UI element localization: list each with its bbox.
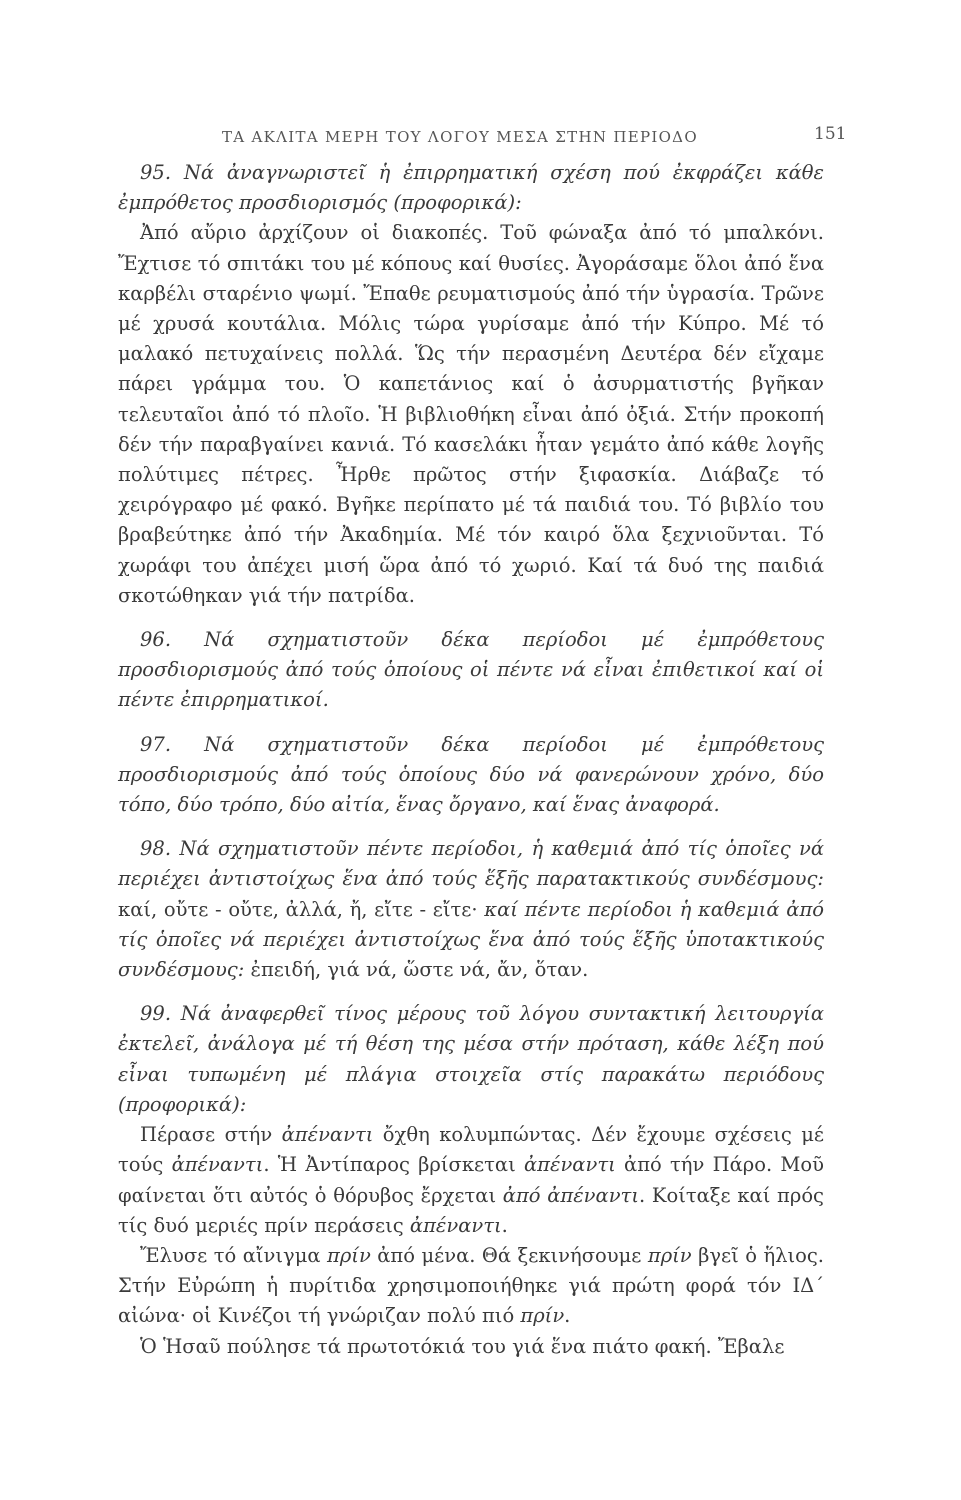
text-run: . [564,1304,571,1328]
italic-word: ἀπέναντι [171,1153,264,1177]
exercise-instruction-a: Νά σχηματιστοῦν πέντε περίοδοι, ἡ καθεμιά ἀπό τίς ὁποῖες νά περιέχει ἀντιστοίχως ἕνα ἀπό τούς ἕξῆς παρατακτικούς συνδέσμους: [118,837,825,891]
text-run: ὄχθη κολυμπώντας. Δέν ἔχουμε σχέσεις μέ τούς [118,1123,824,1177]
running-head: ΤΑ ΑΚΛΙΤΑ ΜΕΡΗ ΤΟΥ ΛΟΓΟΥ ΜΕΣΑ ΣΤΗΝ ΠΕΡΙΟΔΟ [222,128,698,146]
text-run: . Κοίταξε καί πρός τίς δυό μεριές πρίν περάσεις [118,1183,824,1237]
exercise-97 [118,730,824,821]
exercise-96-heading [118,625,824,716]
italic-word: πρίν [327,1243,371,1267]
italic-word: ἀπό ἀπέναντι [502,1183,639,1207]
exercise-number: 98. [140,837,172,861]
text-run: . Ἡ Ἀντίπαρος βρίσκεται [263,1153,524,1177]
italic-word: πρίν [647,1243,692,1267]
text-run: Πέρασε στήν [140,1123,282,1147]
exercise-instruction: Νά ἀναγνωριστεῖ ἡ ἐπιρρηματική σχέση πού ἐκφράζει κάθε ἐμπρόθετος προσδιορισμός (προφορικά): [118,161,824,215]
exercise-95 [118,158,824,611]
exercise-99-heading [118,999,824,1120]
exercise-97-heading [118,730,824,821]
exercise-number: 95. [140,161,172,184]
exercise-instruction: Νά σχηματιστοῦν δέκα περίοδοι μέ ἐμπρόθετους προσδιορισμούς ἀπό τούς ὁποίους οἱ πέντε νά εἶναι ἐπιθετικοί καί οἱ πέντε ἐπιρρηματικοί. [118,628,824,712]
exercise-instruction: Νά σχηματιστοῦν δέκα περίοδοι μέ ἐμπρόθετους προσδιορισμούς ἀπό τούς ὁποίους δύο νά φανερώνουν χρόνο, δύο τόπο, δύο τρόπο, δύο αἰτία, ἕνας ὄργανο, καί ἕνας ἀναφορά. [118,732,824,817]
page-number: 151 [814,124,847,144]
text-run: . [501,1213,508,1237]
italic-word: ἀπέναντι [524,1153,616,1177]
exercise-98-heading [118,834,824,985]
exercise-99-paragraph-2 [118,1241,824,1332]
exercise-99 [118,999,824,1361]
page-body [118,158,824,1362]
exercise-instruction: Νά ἀναφερθεῖ τίνος μέρους τοῦ λόγου συντακτική λειτουργία ἐκτελεῖ, ἀνάλογα μέ τή θέση της μέσα στήν πρόταση, κάθε λέξη πού εἶναι τυπωμένη μέ πλάγια στοιχεῖα στίς παρακάτω περιόδους (προφορικά): [118,1002,824,1116]
exercise-95-text: Ἀπό αὔριο ἀρχίζουν οἱ διακοπές. Τοῦ φώναξα ἀπό τό μπαλκόνι. Ἔχτισε τό σπιτάκι του μέ κόπους καί θυσίες. Ἀγοράσαμε ὅλοι ἀπό ἕνα καρβέλι σταρένιο ψωμί. Ἔπαθε ρευματισμούς ἀπό τήν ὑγρασία. Τρῶνε μέ χρυσά κουτάλια. Μόλις τώρα γυρίσαμε ἀπό τήν Κύπρο. Μέ τό μαλακό πετυχαίνεις πολλά. Ὥς τήν περασμένη Δευτέρα δέν εἴχαμε πάρει γράμμα του. Ὁ καπετάνιος καί ὁ ἀσυρματιστής βγῆκαν τελευταῖοι ἀπό τό πλοῖο. Ἡ βιβλιοθήκη εἶναι ἀπό ὀξιά. Στήν προκοπή δέν τήν παραβγαίνει κανιά. Τό κασελάκι ἦταν γεμάτο ἀπό κάθε λογῆς πολύτιμες πέτρες. Ἦρθε πρῶτος στήν ξιφασκία. Διάβαζε τό χειρόγραφο μέ φακό. Βγῆκε περίπατο μέ τά παιδιά του. Τό βιβλίο του βραβεύτηκε ἀπό τήν Ἀκαδημία. Μέ τόν καιρό ὅλα ξεχνιοῦνται. Τό χωράφι του ἀπέχει μισή ὥρα ἀπό τό χωριό. Καί τά δυό της παιδιά σκοτώθηκαν γιά τήν πατρίδα. [118,221,824,607]
exercise-number: 96. [140,628,172,652]
subordinating-conjunctions: ἐπειδή, γιά νά, ὥστε νά, ἄν, ὅταν. [250,958,589,982]
exercise-95-heading [118,158,824,218]
coordinating-conjunctions: καί, οὔτε - οὔτε, ἀλλά, ἤ, εἴτε - εἴτε· [118,897,478,921]
exercise-instruction-b: καί πέντε περίοδοι ἡ καθεμιά ἀπό τίς ὁποῖες νά περιέχει ἀντιστοίχως ἕνα ἀπό τούς ἕξῆς ὑποτακτικούς συνδέσμους: [118,897,824,982]
exercise-98 [118,834,824,985]
exercise-number: 97. [140,732,172,756]
text-run: ἀπό μένα. Θά ξεκινήσουμε [370,1243,648,1267]
text-run: βγεῖ ὁ ἥλιος. Στήν Εὐρώπη ἡ πυρίτιδα χρησιμοποιήθηκε γιά πρώτη φορά τόν ΙΔ΄ αἰώνα· οἱ Κινέζοι τή γνώριζαν πολύ πιό [118,1243,824,1328]
italic-word: ἀπέναντι [409,1213,502,1237]
exercise-96 [118,625,824,716]
exercise-number: 99. [140,1002,172,1026]
italic-word: πρίν [520,1304,565,1328]
text-run: Ἔλυσε τό αἴνιγμα [140,1243,328,1267]
text-run: ἀπό τήν Πάρο. Μοῦ φαίνεται ὅτι αὐτός ὁ θόρυβος ἔρχεται [118,1153,824,1207]
italic-word: ἀπέναντι [281,1123,374,1147]
exercise-99-paragraph-3: Ὁ Ἡσαῦ πούλησε τά πρωτοτόκιά του γιά ἕνα πιάτο φακή. Ἔβαλε [140,1334,785,1358]
exercise-99-paragraph-1 [118,1120,824,1241]
